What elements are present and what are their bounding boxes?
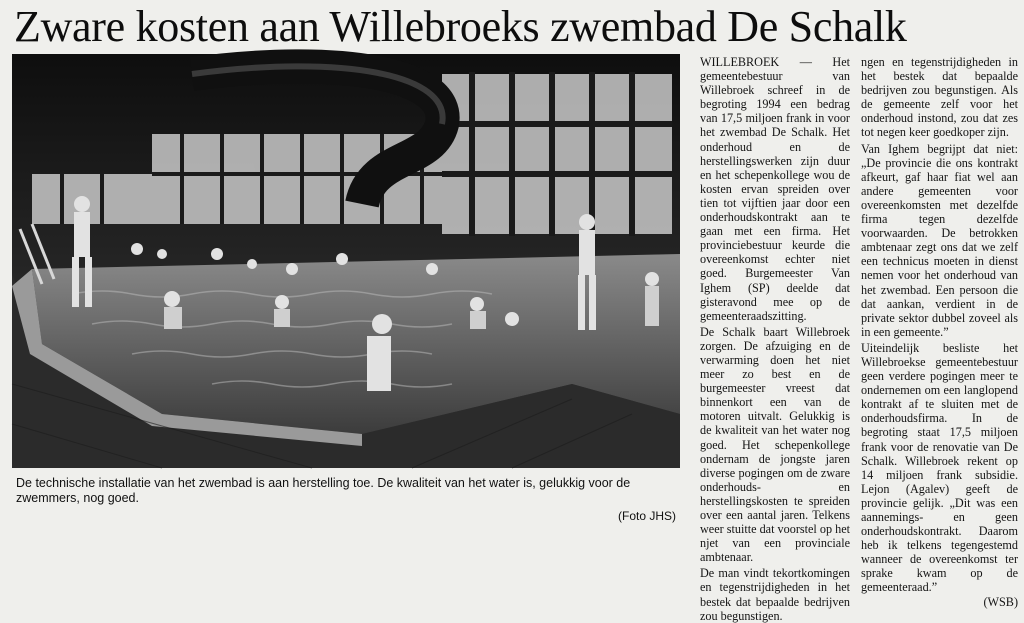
swimming-pool-photo (12, 54, 680, 468)
photo-credit: (Foto JHS) (618, 509, 677, 523)
pool-photo-illustration (12, 54, 680, 468)
article-column-1 (700, 55, 850, 623)
author-signature: (WSB) (983, 594, 1018, 609)
article-paragraph: Uiteindelijk besliste het Willebroekse gemeentebestuur geen verdere pogingen meer te ondernemen om een langlopend kontrakt af te sluiten met de onderhoudsfirma. In de begroting staat 17,5 miljoen frank voor de renovatie van De Schalk. Willebroek rekent op 14 miljoen frank subsidie. Lejon (Agalev) geeft de provincie gelijk. „Dit was een aannemings- en geen onderhoudskontrakt. Daarom heb ik telkens tegengestemd wanneer de overeenkomst ter sprake kwam op de gemeenteraad.” (861, 340, 1018, 595)
article-paragraph: ngen en tegenstrijdigheden in het bestek dat bepaalde bedrijven zou begunstigen. Als de gemeente zelf voor het onderhoud instond, zou dat zes tot negen keer goedkoper zijn. (861, 55, 1018, 140)
article-paragraph: De man vindt tekortkomingen en tegenstrijdigheden in het bestek dat bepaalde bedrijven zou begunstigen. (700, 566, 850, 623)
headline: Zware kosten aan Willebroeks zwembad De Schalk (14, 2, 907, 51)
article-paragraph: Van Ighem begrijpt dat niet: „De provincie die ons kontrakt afkeurt, gaf haar fiat wel aan andere gemeenten voor overeenkomsten met dezelfde firma tegen dezelfde voorwaarden. De betrokken ambtenaar zegt ons dat we zelf een technicus moeten in dienst nemen voor het onderhoud van het zwembad. Een persoon die dat aankan, verdient in de private sektor dubbel zoveel als in een gemeente.” (861, 141, 1018, 339)
article-column-2 (861, 55, 1018, 609)
article-paragraph: WILLEBROEK — Het gemeentebestuur van Willebroek schreef in de begroting 1994 een bedrag van 17,5 miljoen frank in voor het zwembad De Schalk. Het onderhoud en de herstellingswerken zijn duur en het schepenkollege wou de kosten ervan spreiden over tien tot vijftien jaar door een onderhoudskontrakt aan te gaan met een firma. Het provinciebestuur keurde die overeenkomst echter niet goed. Burgemeester Van Ighem (SP) deelde dat gisteravond mee op de gemeenteraadszitting. (700, 55, 850, 323)
article-paragraph: De Schalk baart Willebroek zorgen. De afzuiging en de verwarming doen het niet meer zo best en de burgemeester vreest dat binnenkort een van de motoren uitvalt. Gelukkig is de kwaliteit van het water nog goed. Het schepenkollege ondernam de jongste jaren diverse pogingen om de zware onderhouds- en herstellingskosten te spreiden over een aantal jaren. Telkens weer stuitte dat voorstel op het njet van een provinciale ambtenaar. (700, 324, 850, 565)
photo-caption: De technische installatie van het zwembad is aan herstelling toe. De kwaliteit van het water is, gelukkig voor de zwemmers, nog goed. (16, 476, 631, 505)
